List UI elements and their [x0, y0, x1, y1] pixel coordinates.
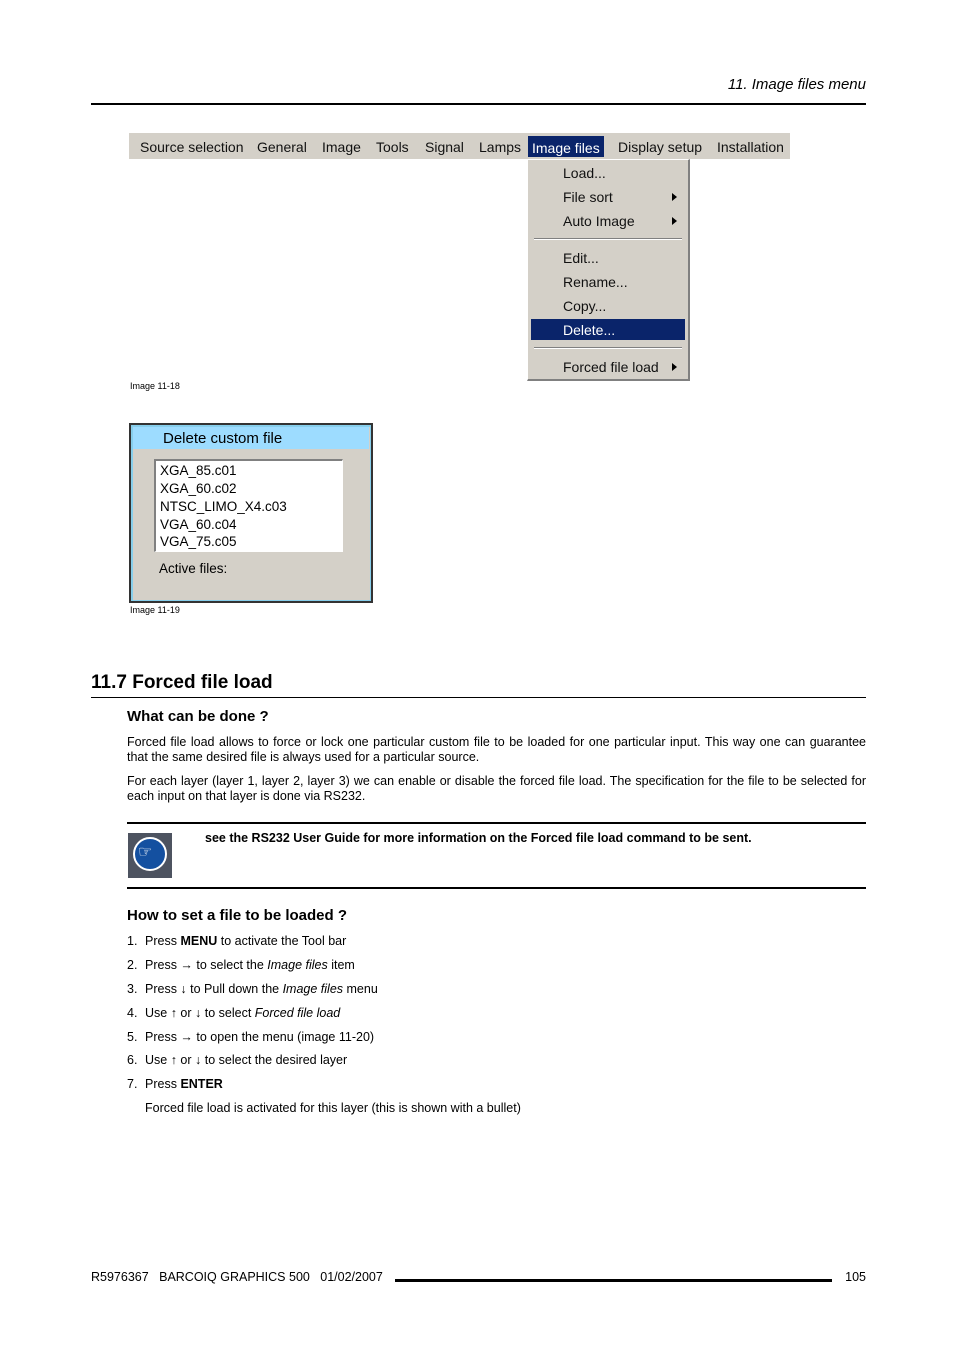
dropdown-item-file-sort[interactable]: File sort	[531, 186, 685, 207]
delete-custom-file-dialog	[129, 423, 373, 603]
dropdown-item-copy[interactable]: Copy...	[563, 298, 607, 314]
menu-image[interactable]: Image	[322, 139, 361, 155]
footer-doc-info: R5976367 BARCOIQ GRAPHICS 500 01/02/2007	[91, 1270, 383, 1284]
list-item[interactable]: VGA_60.c04	[160, 517, 237, 532]
header-rule	[91, 103, 866, 105]
dropdown-separator	[534, 238, 682, 240]
note-rule-top	[127, 822, 866, 824]
pointing-hand-icon: ☞	[128, 833, 172, 878]
dropdown-item-delete[interactable]: Delete...	[531, 319, 685, 340]
list-item[interactable]: XGA_60.c02	[160, 481, 237, 496]
paragraph: For each layer (layer 1, layer 2, layer 3) we can enable or disable the forced file load. The specification for the file to be selected for each input on that layer is done via RS232.	[127, 774, 866, 803]
chapter-header: 11. Image files menu	[727, 76, 866, 93]
page-number: 105	[845, 1270, 866, 1284]
paragraph: Forced file load allows to force or lock one particular custom file to be loaded for one particular input. This way one can guarantee that the same desired file is always used for a particular source.	[127, 735, 866, 764]
dropdown-item-edit[interactable]: Edit...	[563, 250, 599, 266]
dropdown-item-forced-file-load[interactable]: Forced file load	[531, 356, 685, 377]
menu-source-selection[interactable]: Source selection	[140, 139, 244, 155]
image-caption: Image 11-19	[130, 605, 180, 615]
menu-installation[interactable]: Installation	[717, 139, 784, 155]
dropdown-item-auto-image[interactable]: Auto Image	[531, 210, 685, 231]
menu-display-setup[interactable]: Display setup	[618, 139, 703, 155]
dialog-title: Delete custom file	[133, 427, 369, 449]
list-item[interactable]: NTSC_LIMO_X4.c03	[160, 499, 287, 514]
what-heading: What can be done ?	[127, 708, 269, 725]
submenu-arrow-icon	[672, 363, 677, 371]
note-text: see the RS232 User Guide for more information on the Forced file load command to be sent.	[205, 831, 752, 845]
step-result: Forced file load is activated for this layer (this is shown with a bullet)	[145, 1101, 521, 1115]
list-item[interactable]: VGA_75.c05	[160, 534, 237, 549]
dropdown-item-rename[interactable]: Rename...	[563, 274, 628, 290]
section-rule	[91, 697, 866, 698]
menu-bar	[129, 133, 790, 159]
menu-lamps[interactable]: Lamps	[479, 139, 522, 155]
list-item[interactable]: XGA_85.c01	[160, 463, 237, 478]
dropdown-separator	[534, 347, 682, 349]
section-title: 11.7 Forced file load	[91, 672, 273, 693]
footer-rule	[395, 1279, 832, 1282]
menu-signal[interactable]: Signal	[425, 139, 464, 155]
file-listbox[interactable]	[154, 459, 343, 552]
note-rule-bottom	[127, 887, 866, 889]
submenu-arrow-icon	[672, 217, 677, 225]
how-heading: How to set a file to be loaded ?	[127, 907, 348, 924]
image-files-dropdown	[527, 159, 690, 381]
menu-general[interactable]: General	[257, 139, 307, 155]
active-files-label: Active files:	[159, 561, 228, 576]
submenu-arrow-icon	[672, 193, 677, 201]
menu-tools[interactable]: Tools	[376, 139, 409, 155]
menu-image-files[interactable]: Image files	[528, 136, 604, 157]
dropdown-item-load[interactable]: Load...	[563, 165, 606, 181]
image-caption: Image 11-18	[130, 381, 180, 391]
